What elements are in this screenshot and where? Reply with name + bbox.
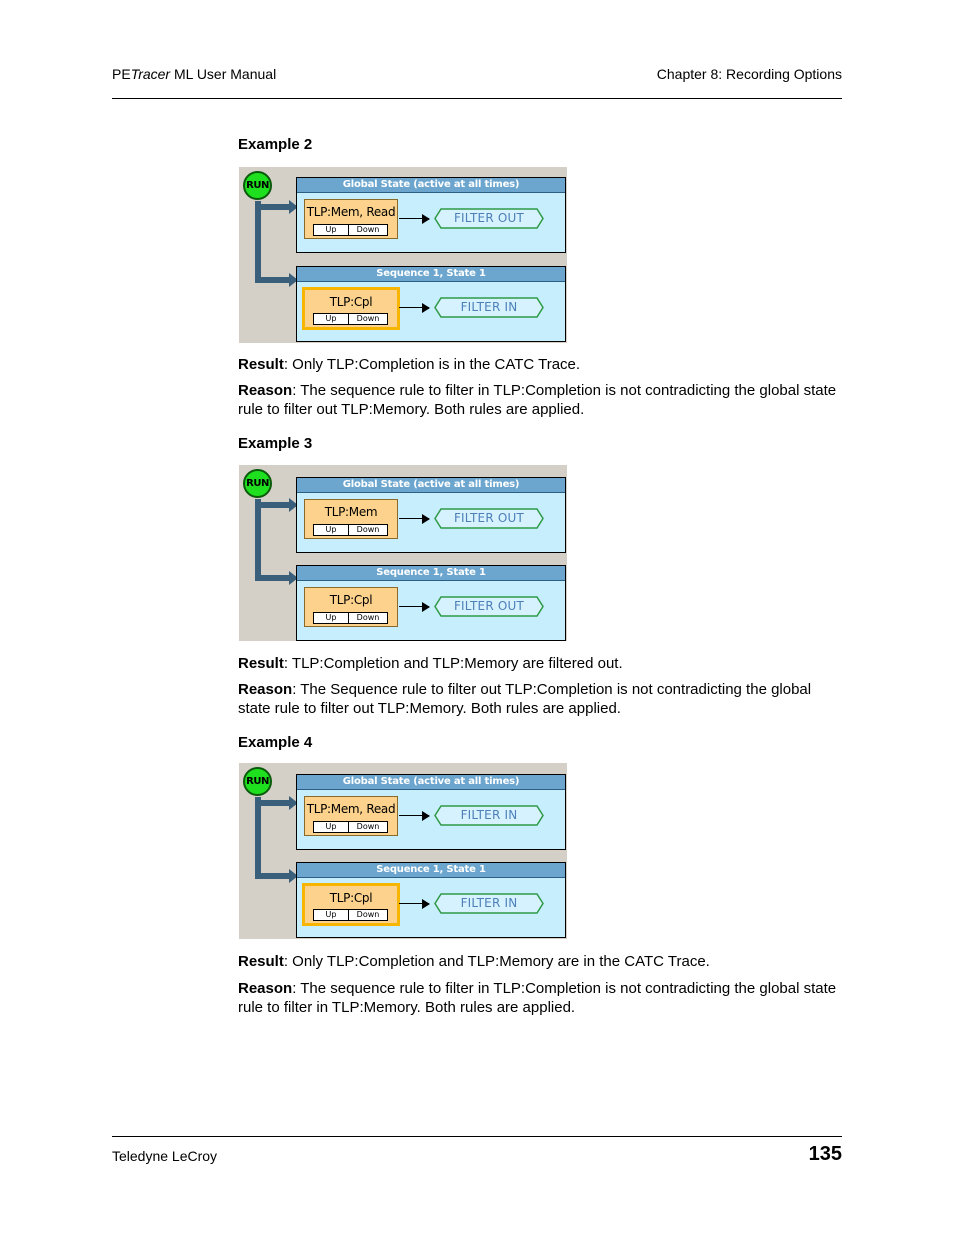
connector-arrow-icon bbox=[422, 514, 430, 524]
down-button[interactable]: Down bbox=[349, 821, 388, 833]
sequence-state-title: Sequence 1, State 1 bbox=[297, 863, 565, 878]
result-text: : Only TLP:Completion is in the CATC Trace. bbox=[283, 356, 581, 373]
footer-rule bbox=[112, 1136, 842, 1137]
flow-branch bbox=[255, 575, 291, 581]
action-block[interactable] bbox=[434, 508, 544, 529]
header-rule bbox=[112, 98, 842, 99]
action-label: FILTER IN bbox=[460, 896, 518, 910]
flow-branch bbox=[255, 502, 291, 508]
flow-trunk bbox=[255, 499, 261, 580]
result-label: Result bbox=[238, 953, 284, 970]
global-state-title: Global State (active at all times) bbox=[297, 178, 565, 193]
global-state-box[interactable] bbox=[296, 177, 566, 253]
brand-suffix: ML User Manual bbox=[170, 66, 277, 82]
reason-label: Reason bbox=[238, 980, 293, 997]
reason-paragraph bbox=[238, 979, 842, 1017]
example-title: Example 2 bbox=[238, 136, 313, 153]
result-label: Result bbox=[238, 356, 284, 373]
reason-text: : The Sequence rule to filter out TLP:Completion is not contradicting the global state rule to filter out TLP:Memory. Both rules are applied. bbox=[238, 681, 812, 717]
sequence-state-box[interactable] bbox=[296, 862, 566, 938]
global-state-title: Global State (active at all times) bbox=[297, 478, 565, 493]
action-block[interactable] bbox=[434, 893, 544, 914]
action-label: FILTER OUT bbox=[453, 211, 525, 225]
reason-text: : The sequence rule to filter in TLP:Completion is not contradicting the global state rule to filter in TLP:Memory. Both rules are applied. bbox=[238, 980, 837, 1016]
connector-arrow-icon bbox=[422, 811, 430, 821]
connector-arrow-icon bbox=[422, 899, 430, 909]
action-block[interactable] bbox=[434, 805, 544, 826]
sequence-state-box[interactable] bbox=[296, 266, 566, 342]
event-block[interactable] bbox=[304, 796, 398, 836]
reason-label: Reason bbox=[238, 681, 293, 698]
connector-arrow-icon bbox=[422, 602, 430, 612]
run-icon: RUN bbox=[243, 469, 272, 498]
down-button[interactable]: Down bbox=[349, 612, 388, 624]
flow-trunk bbox=[255, 797, 261, 878]
event-block[interactable] bbox=[304, 199, 398, 239]
connector-arrow-icon bbox=[422, 214, 430, 224]
brand-prefix: PE bbox=[112, 66, 131, 82]
event-block[interactable] bbox=[304, 587, 398, 627]
header-chapter: Chapter 8: Recording Options bbox=[656, 66, 842, 82]
global-state-title: Global State (active at all times) bbox=[297, 775, 565, 790]
up-button[interactable]: Up bbox=[313, 313, 349, 325]
flow-branch bbox=[255, 277, 291, 283]
state-diagram bbox=[239, 167, 567, 343]
global-state-box[interactable] bbox=[296, 477, 566, 553]
action-label: FILTER OUT bbox=[453, 511, 525, 525]
footer-company: Teledyne LeCroy bbox=[112, 1148, 218, 1164]
event-label: TLP:Cpl bbox=[329, 891, 373, 905]
header-manual-title bbox=[112, 66, 276, 82]
down-button[interactable]: Down bbox=[349, 909, 388, 921]
run-icon: RUN bbox=[243, 171, 272, 200]
flow-branch bbox=[255, 800, 291, 806]
action-label: FILTER IN bbox=[460, 808, 518, 822]
event-block-selected[interactable] bbox=[302, 883, 400, 926]
result-text: : Only TLP:Completion and TLP:Memory are in the CATC Trace. bbox=[283, 953, 710, 970]
up-button[interactable]: Up bbox=[313, 612, 349, 624]
sequence-state-title: Sequence 1, State 1 bbox=[297, 267, 565, 282]
event-block-selected[interactable] bbox=[302, 287, 400, 330]
action-label: FILTER IN bbox=[460, 300, 518, 314]
event-block[interactable] bbox=[304, 499, 398, 539]
action-block[interactable] bbox=[434, 297, 544, 318]
example-title: Example 4 bbox=[238, 734, 313, 751]
example-title: Example 3 bbox=[238, 435, 313, 452]
event-label: TLP:Mem bbox=[324, 505, 378, 519]
sequence-state-box[interactable] bbox=[296, 565, 566, 641]
action-label: FILTER OUT bbox=[453, 599, 525, 613]
reason-paragraph bbox=[238, 680, 842, 718]
state-diagram bbox=[239, 763, 567, 939]
flow-trunk bbox=[255, 201, 261, 282]
event-label: TLP:Mem, Read bbox=[306, 205, 396, 219]
flow-branch bbox=[255, 873, 291, 879]
connector-arrow-icon bbox=[422, 303, 430, 313]
reason-paragraph bbox=[238, 381, 842, 419]
result-label: Result bbox=[238, 655, 284, 672]
result-text: : TLP:Completion and TLP:Memory are filtered out. bbox=[283, 655, 623, 672]
flow-branch bbox=[255, 204, 291, 210]
action-block[interactable] bbox=[434, 208, 544, 229]
up-button[interactable]: Up bbox=[313, 909, 349, 921]
state-diagram bbox=[239, 465, 567, 641]
run-icon: RUN bbox=[243, 767, 272, 796]
up-button[interactable]: Up bbox=[313, 524, 349, 536]
down-button[interactable]: Down bbox=[349, 524, 388, 536]
result-paragraph bbox=[238, 355, 842, 374]
reason-label: Reason bbox=[238, 382, 293, 399]
event-label: TLP:Cpl bbox=[329, 295, 373, 309]
event-label: TLP:Mem, Read bbox=[306, 802, 396, 816]
action-block[interactable] bbox=[434, 596, 544, 617]
page-number: 135 bbox=[808, 1143, 842, 1165]
down-button[interactable]: Down bbox=[349, 224, 388, 236]
up-button[interactable]: Up bbox=[313, 821, 349, 833]
event-label: TLP:Cpl bbox=[329, 593, 373, 607]
result-paragraph bbox=[238, 654, 842, 673]
brand-italic: Tracer bbox=[130, 66, 171, 82]
sequence-state-title: Sequence 1, State 1 bbox=[297, 566, 565, 581]
down-button[interactable]: Down bbox=[349, 313, 388, 325]
up-button[interactable]: Up bbox=[313, 224, 349, 236]
result-paragraph bbox=[238, 952, 842, 971]
reason-text: : The sequence rule to filter in TLP:Completion is not contradicting the global state rule to filter out TLP:Memory. Both rules are applied. bbox=[238, 382, 837, 418]
global-state-box[interactable] bbox=[296, 774, 566, 850]
